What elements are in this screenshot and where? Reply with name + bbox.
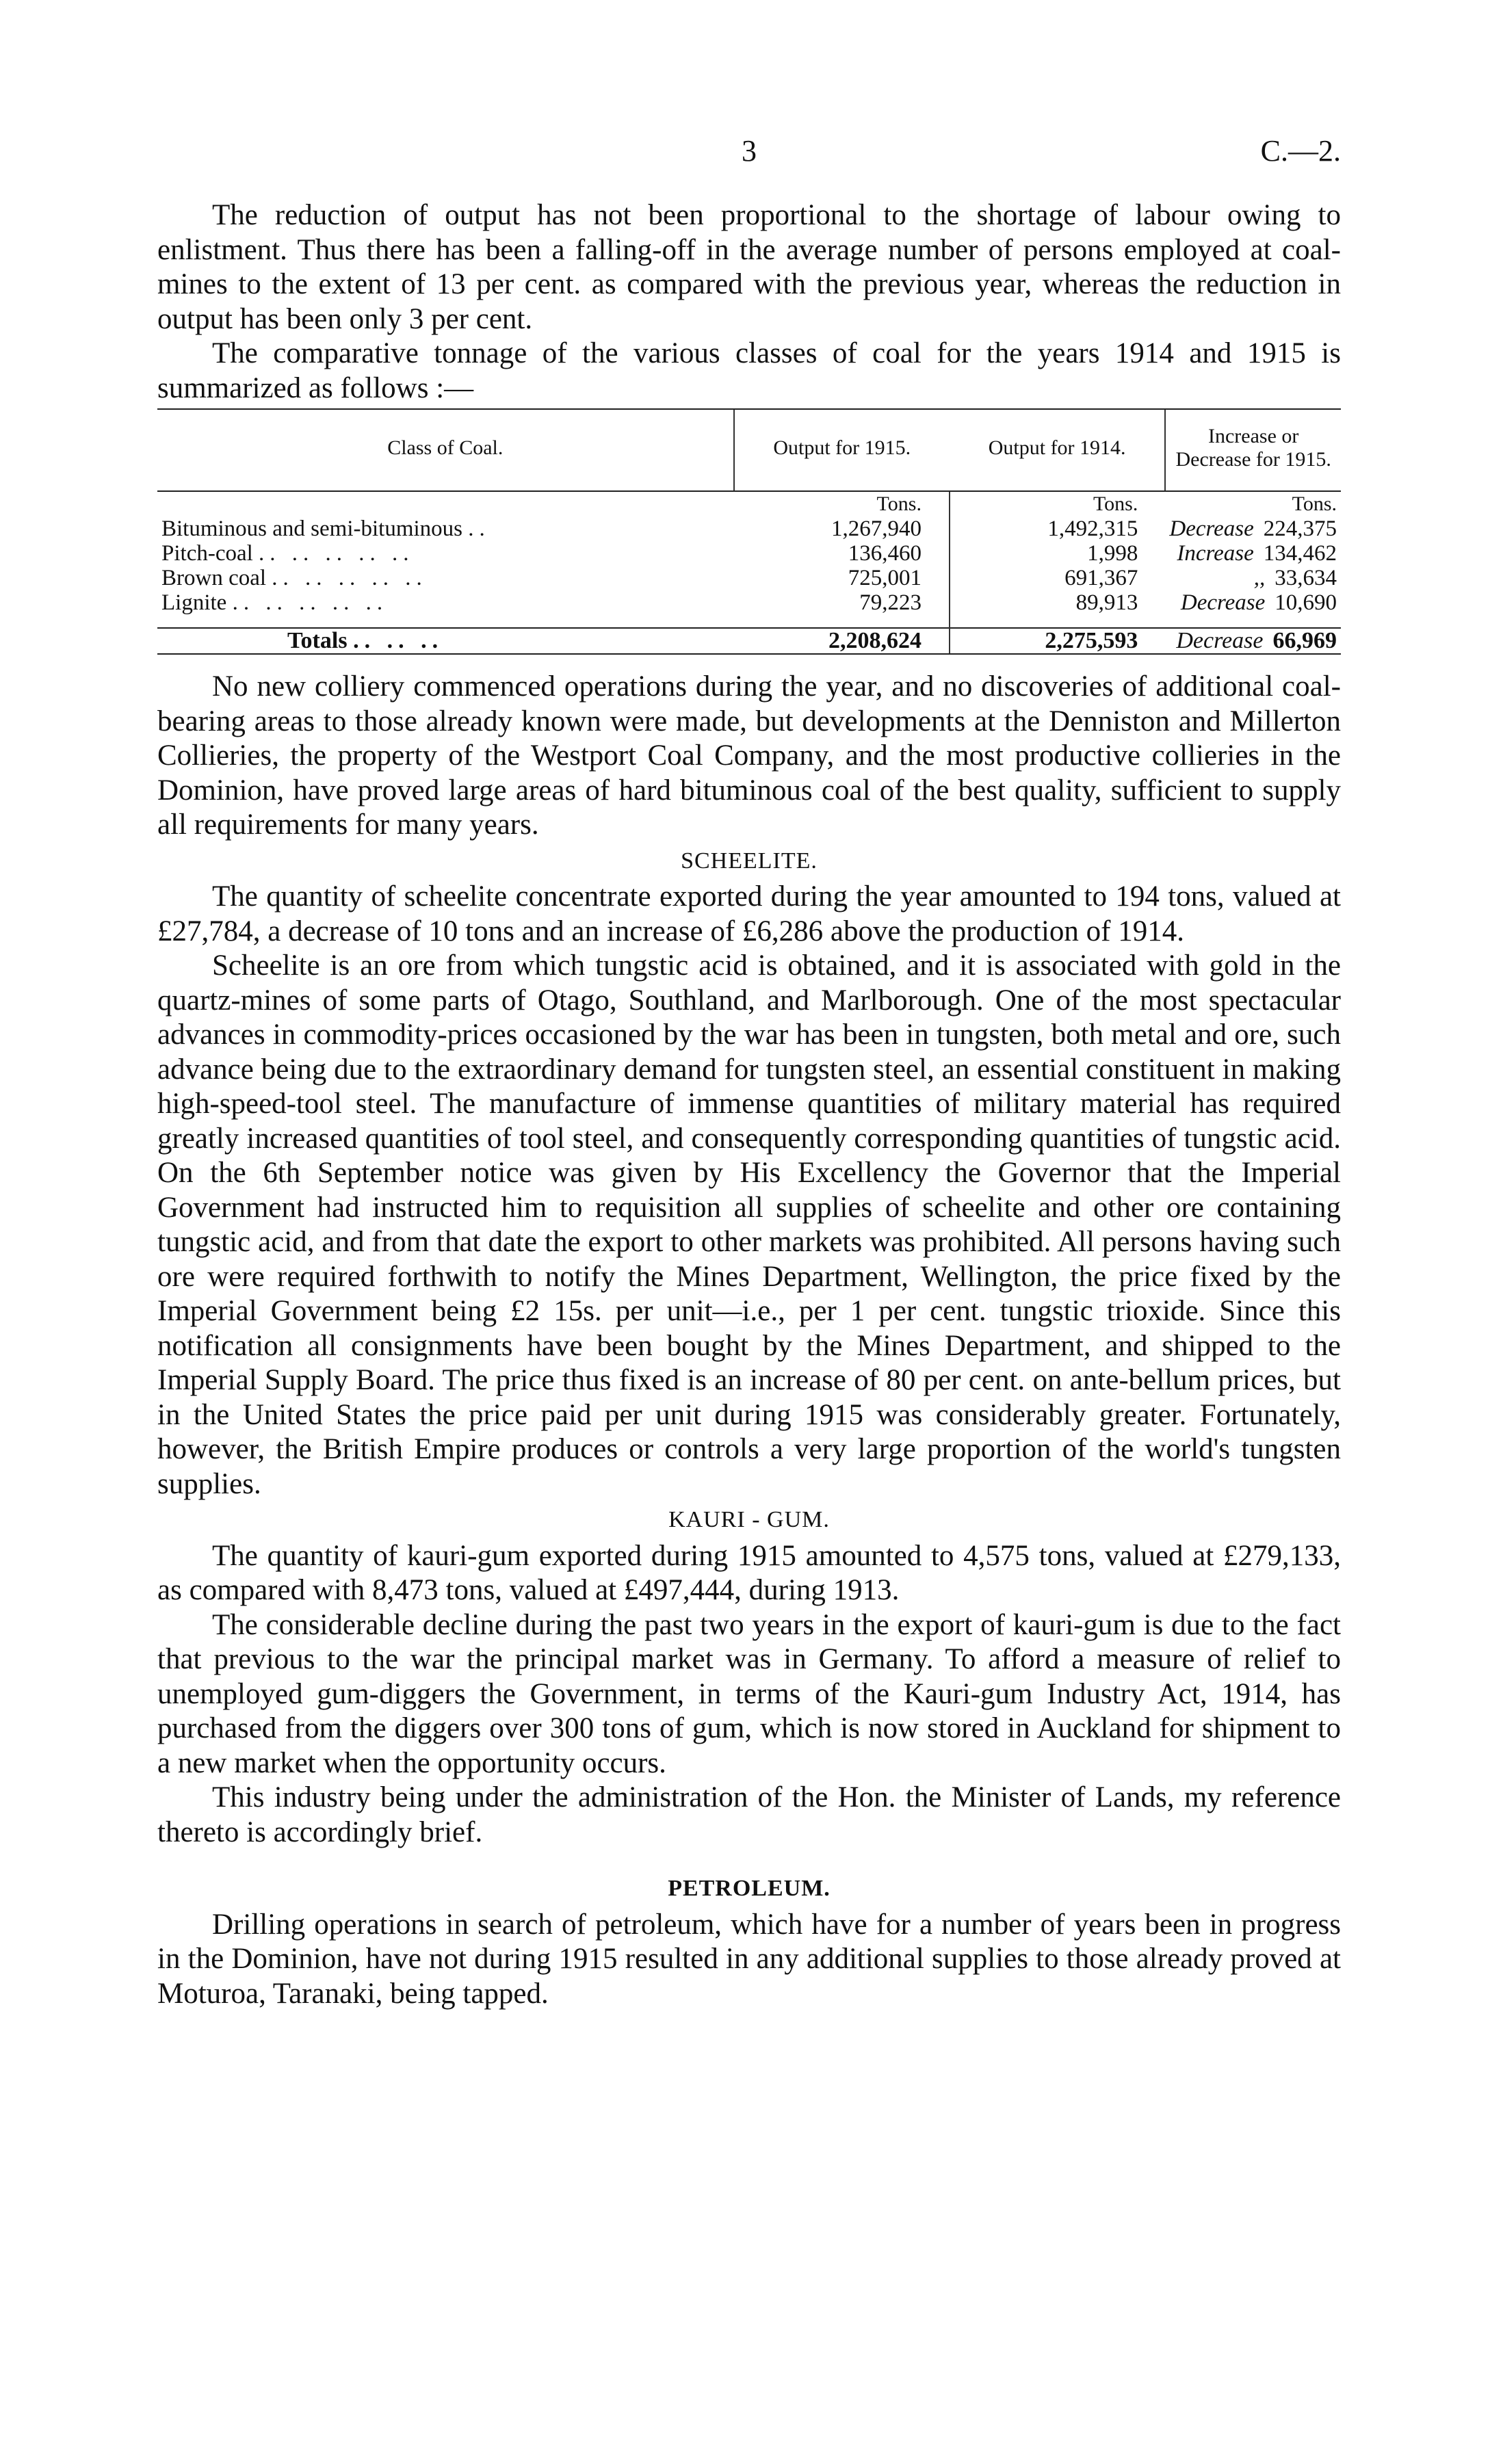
heading-scheelite: SCHEELITE. — [681, 848, 818, 874]
output-1914-value: 691,367 — [950, 566, 1165, 590]
paragraph-labour-shortage: The reduction of output has not been proportional to the shortage of labour owing to enlistment. Thus there has been a falling-off in the average number of persons employed at coal-mines to the extent of 13 per cent. as compared with the previous year, whereas the reduction in output has been only 3 per cent. — [157, 199, 1341, 335]
paragraph-kauri-gum-exports: The quantity of kauri-gum exported during 1915 amounted to 4,575 tons, valued at £279,133, as compared with 8,473 tons, valued at £497,444, during 1913. — [157, 1539, 1341, 1606]
table-row — [157, 541, 1341, 566]
change-value: 224,375 — [1263, 516, 1337, 541]
change-direction: ,, — [1253, 566, 1266, 590]
coal-class-name: Lignite — [161, 590, 227, 615]
output-1915-value: 1,267,940 — [831, 516, 922, 541]
output-1914-value: 1,492,315 — [950, 516, 1165, 541]
document-body — [157, 198, 1341, 2011]
change-direction: Decrease — [1180, 590, 1266, 615]
total-output-1914: 2,275,593 — [950, 628, 1165, 654]
header-output-1914: Output for 1914. — [950, 409, 1165, 491]
page-number: 3 — [742, 134, 757, 168]
total-output-1915: 2,208,624 — [734, 628, 950, 654]
totals-label: Totals — [287, 628, 348, 653]
leader-dots: .. — [468, 516, 491, 541]
change-value: 134,462 — [1263, 541, 1337, 566]
output-1915-value: 79,223 — [859, 590, 922, 615]
page-header — [157, 133, 1341, 174]
paragraph-scheelite-tungsten: Scheelite is an ore from which tungstic acid is obtained, and it is associated with gold in the quartz-mines of some parts of Otago, Southland, and Marlborough. One of the most spectacular advances in commodity-prices occasioned by the war has been in tungsten, both metal and ore, such advance being due to the extraordinary demand for tungsten steel, an essential constituent in making high-speed-tool steel. The manufacture of immense quantities of military material has required greatly increased quantities of tool steel, and consequently corresponding quantities of tungstic acid. On the 6th September notice was given by His Excellency the Governor that the Imperial Government had instructed him to requisition all supplies of scheelite and other ore containing tungstic acid, and from that date the export to other markets was prohibited. All persons having such ore were required forthwith to notify the Mines Department, Wellington, the price fixed by the Imperial Government being £2 15s. per unit—i.e., per 1 per cent. tungstic trioxide. Since this notification all consignments have been bought by the Mines Department, and shipped to the Imperial Supply Board. The price thus fixed is an increase of 80 per cent. on ante-bellum prices, but in the United States the price paid per unit during 1915 was considerably greater. Fortunately, however, the British Empire produces or controls a very large proportion of the world's tungsten supplies. — [157, 949, 1341, 1500]
total-change-direction: Decrease — [1176, 628, 1264, 653]
coal-class-name: Brown coal — [161, 566, 267, 590]
output-1914-value: 89,913 — [950, 590, 1165, 628]
unit-tons-1914: Tons. — [950, 491, 1165, 516]
header-increase-decrease: Increase or Decrease for 1915. — [1165, 409, 1341, 491]
output-1915-value: 136,460 — [848, 541, 922, 566]
header-output-1915: Output for 1915. — [734, 409, 950, 491]
change-direction: Decrease — [1169, 516, 1254, 541]
unit-tons-change: Tons. — [1292, 493, 1337, 515]
coal-output-table — [157, 408, 1341, 655]
total-change-value: 66,969 — [1272, 628, 1337, 653]
table-row — [157, 566, 1341, 590]
heading-kauri-gum: KAURI - GUM. — [668, 1507, 830, 1532]
leader-dots: .. .. .. .. .. — [272, 566, 428, 590]
paragraph-coal-comparison-intro: The comparative tonnage of the various classes of coal for the years 1914 and 1915 is summarized as follows :— — [157, 337, 1341, 404]
leader-dots: .. .. .. .. .. — [232, 590, 389, 615]
coal-class-name: Bituminous and semi-bituminous — [161, 516, 463, 541]
change-value: 33,634 — [1275, 566, 1337, 590]
unit-tons-1915: Tons. — [876, 493, 922, 515]
table-header-row — [157, 409, 1341, 491]
table-row — [157, 516, 1341, 541]
table-row — [157, 590, 1341, 628]
document-reference: C.—2. — [1260, 134, 1341, 168]
paragraph-kauri-gum-administration: This industry being under the administration of the Hon. the Minister of Lands, my reference thereto is accordingly brief. — [157, 1781, 1341, 1848]
paragraph-scheelite-exports: The quantity of scheelite concentrate exported during the year amounted to 194 tons, valued at £27,784, a decrease of 10 tons and an increase of £6,286 above the production of 1914. — [157, 880, 1341, 947]
leader-dots: .. .. .. .. .. — [259, 541, 415, 566]
table-units-row — [157, 491, 1341, 516]
output-1914-value: 1,998 — [950, 541, 1165, 566]
heading-petroleum: PETROLEUM. — [668, 1876, 831, 1901]
coal-class-name: Pitch-coal — [161, 541, 253, 566]
paragraph-colliery-developments: No new colliery commenced operations during the year, and no discoveries of additional coal-bearing areas to those already known were made, but developments at the Denniston and Millerton Collieries, the property of the Westport Coal Company, and the most productive collieries in the Dominion, have proved large areas of hard bituminous coal of the best quality, sufficient to supply all requirements for many years. — [157, 670, 1341, 841]
paragraph-petroleum-drilling: Drilling operations in search of petroleum, which have for a number of years been in progress in the Dominion, have not during 1915 resulted in any additional supplies to those already proved at Moturoa, Taranaki, being tapped. — [157, 1908, 1341, 2010]
leader-dots: .. .. .. — [353, 628, 444, 653]
output-1915-value: 725,001 — [848, 566, 922, 590]
change-value: 10,690 — [1275, 590, 1337, 615]
paragraph-kauri-gum-decline: The considerable decline during the past two years in the export of kauri-gum is due to the fact that previous to the war the principal market was in Germany. To afford a measure of relief to unemployed gum-diggers the Government, in terms of the Kauri-gum Industry Act, 1914, has purchased from the diggers over 300 tons of gum, which is now stored in Auckland for shipment to a new market when the opportunity occurs. — [157, 1608, 1341, 1779]
table-totals-row — [157, 628, 1341, 654]
change-direction: Increase — [1177, 541, 1254, 566]
header-class-of-coal: Class of Coal. — [157, 409, 734, 491]
